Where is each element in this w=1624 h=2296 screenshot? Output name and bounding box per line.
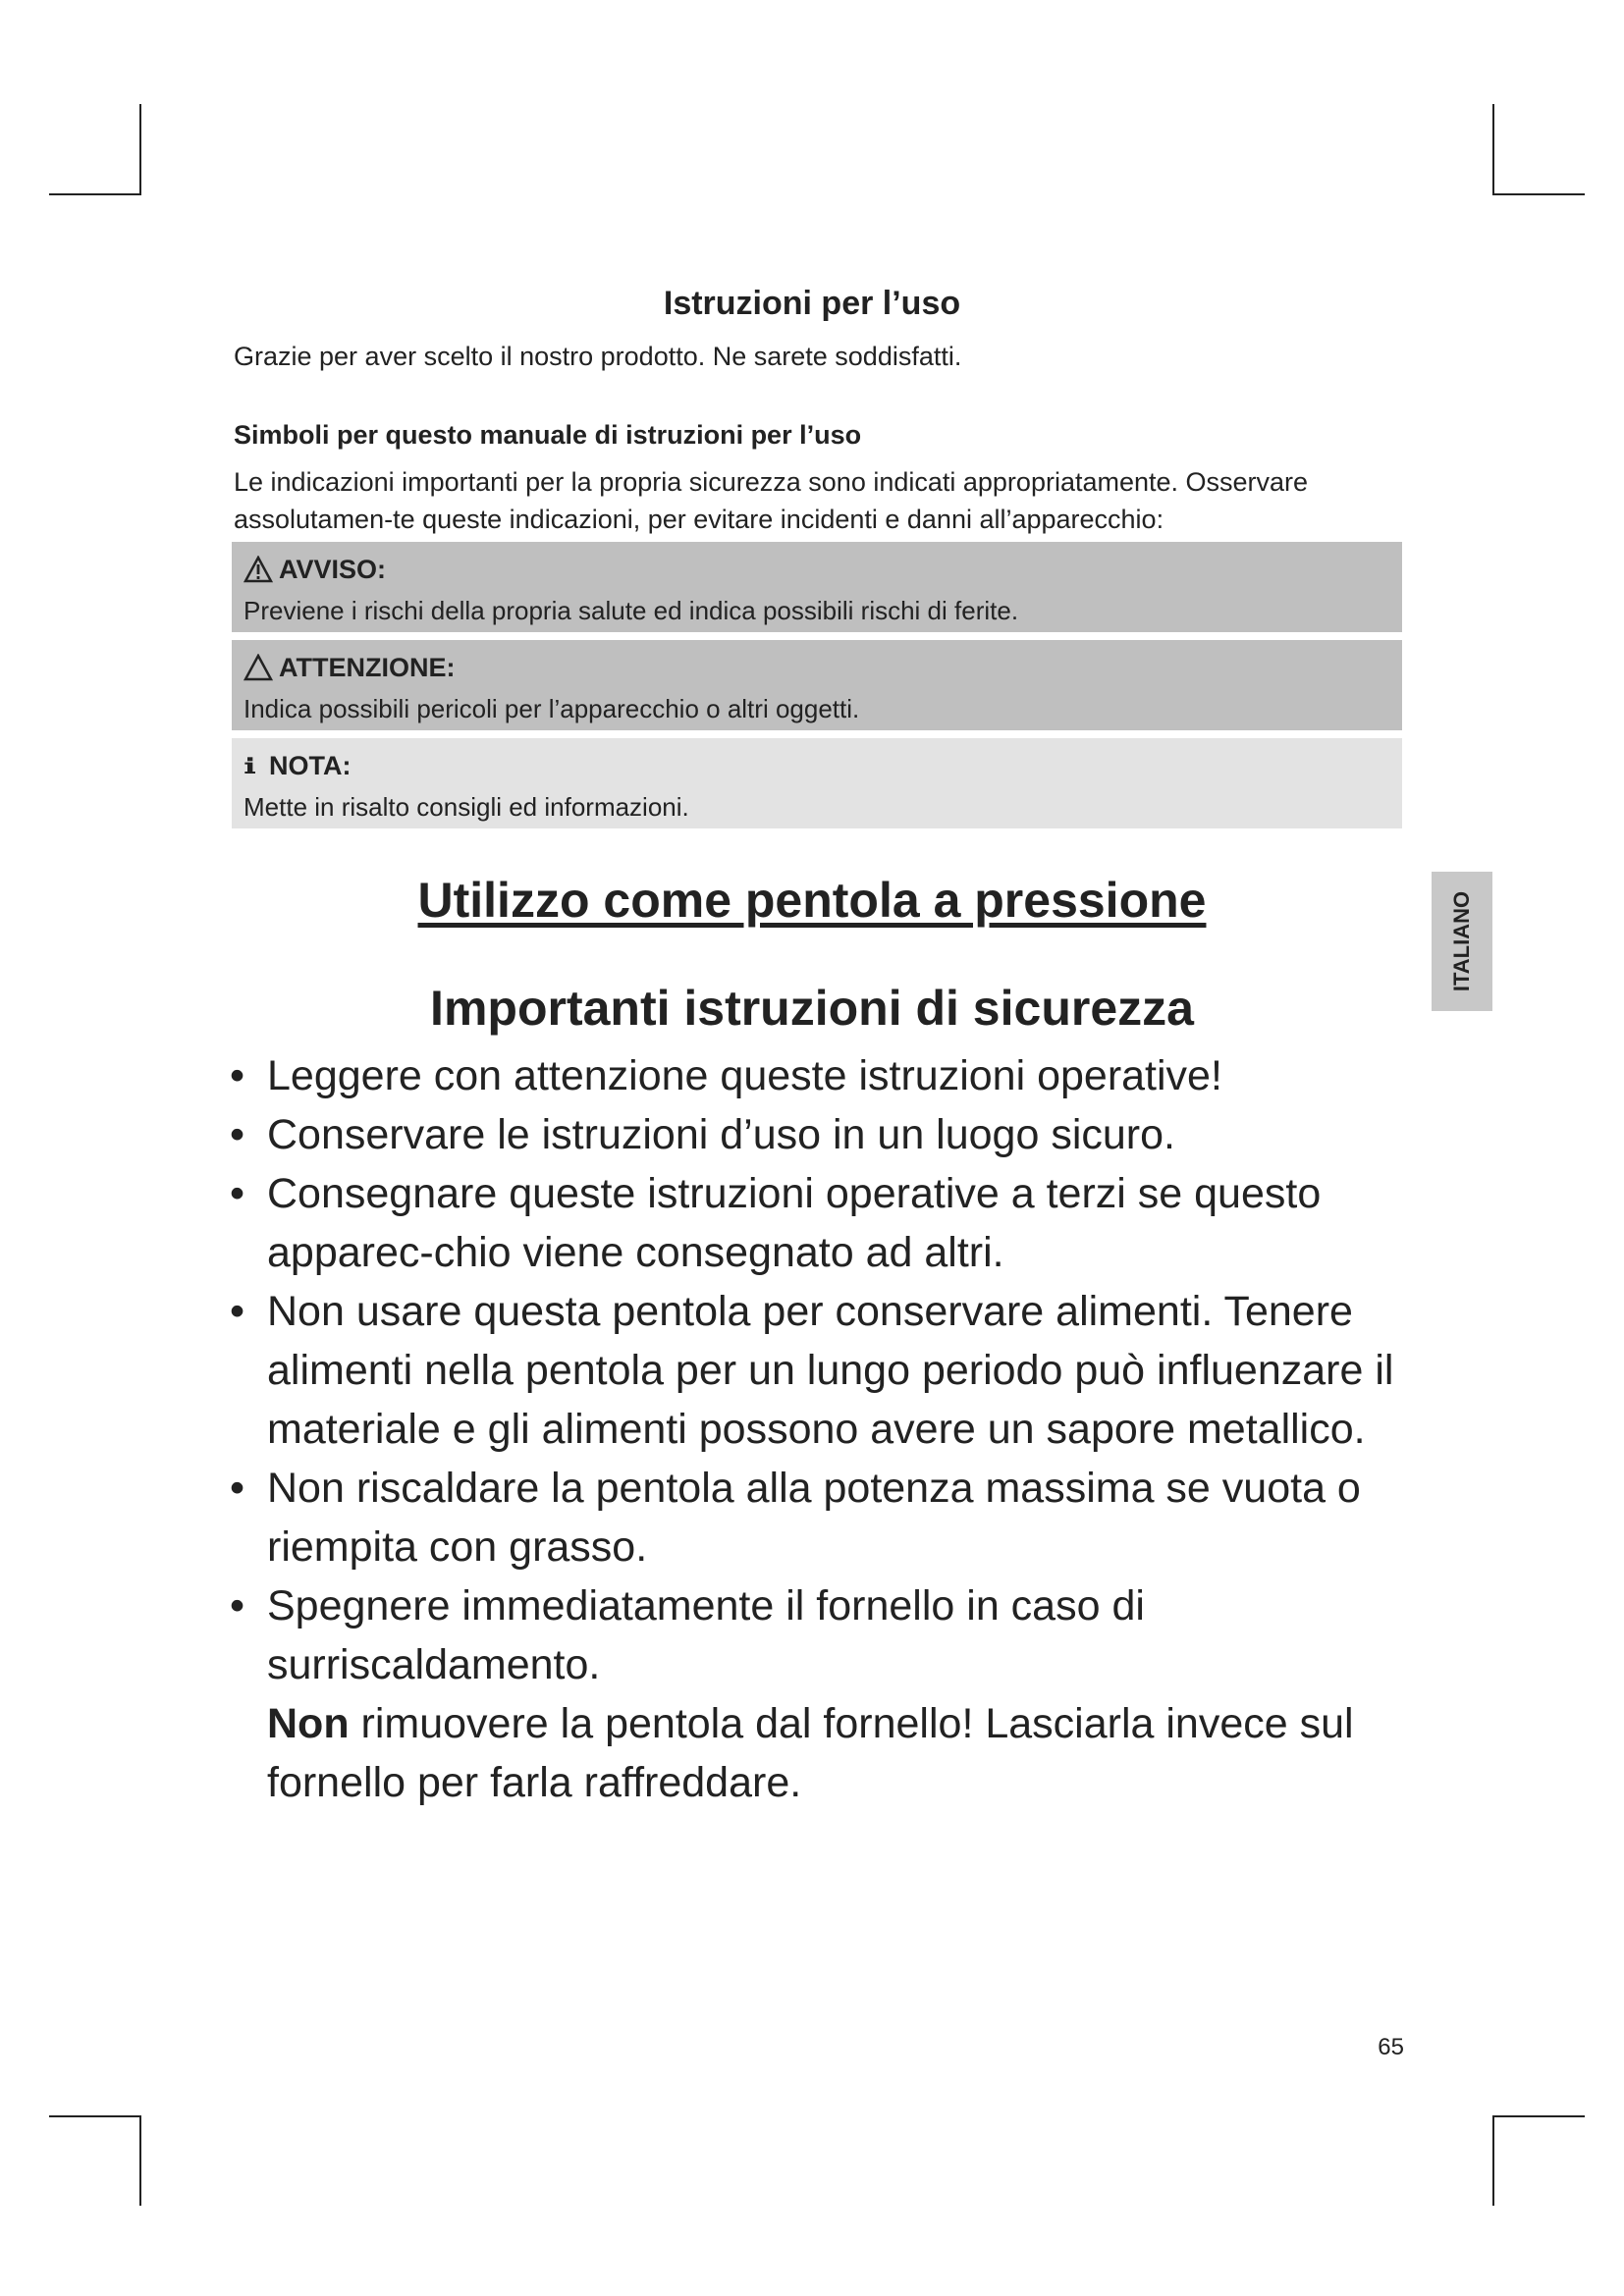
language-tab-label: ITALIANO xyxy=(1449,890,1474,992)
list-item-rest: rimuovere la pentola dal fornello! Lasciarla invece sul fornello per farla raffreddare. xyxy=(267,1700,1354,1806)
list-item xyxy=(228,1164,1416,1282)
intro-text: Grazie per aver scelto il nostro prodotto. Ne sarete soddisfatti. xyxy=(234,342,962,371)
crop-mark-top-right-h xyxy=(1492,193,1585,195)
list-item-text: Consegnare queste istruzioni operative a terzi se questo apparec-chio viene consegnato ad altri. xyxy=(267,1170,1322,1276)
caution-label: ATTENZIONE: xyxy=(279,652,456,682)
list-item-text: Non usare questa pentola per conservare alimenti. Tenere alimenti nella pentola per un lungo periodo può influenzare il materiale e gli alimenti possono avere un sapore metallico. xyxy=(267,1288,1394,1453)
note-label: NOTA: xyxy=(269,750,352,780)
crop-mark-bottom-right-h xyxy=(1492,2115,1585,2117)
info-icon xyxy=(244,752,263,779)
page-title: Istruzioni per l’uso xyxy=(663,285,961,322)
section-title xyxy=(0,872,1624,929)
warning-text: Previene i rischi della propria salute ed indica possibili rischi di ferite. xyxy=(244,596,1019,625)
warning-box xyxy=(232,542,1402,632)
list-item xyxy=(228,1459,1416,1576)
safety-instructions-list xyxy=(228,1046,1416,1812)
page-number: 65 xyxy=(1378,2034,1404,2060)
section-title-text: Utilizzo come pentola a pressione xyxy=(417,873,1207,928)
caution-box xyxy=(232,640,1402,730)
section-subtitle: Importanti istruzioni di sicurezza xyxy=(430,981,1194,1036)
list-item-bold-lead: Non xyxy=(267,1700,350,1747)
list-item xyxy=(228,1576,1416,1812)
language-tab xyxy=(1432,872,1492,1011)
crop-mark-bottom-right-v xyxy=(1492,2115,1494,2206)
symbols-heading: Simboli per questo manuale di istruzioni per l’uso xyxy=(234,420,862,450)
caution-text: Indica possibili pericoli per l’apparecchio o altri oggetti. xyxy=(244,694,860,723)
list-item-text: Leggere con attenzione queste istruzioni operative! xyxy=(267,1052,1222,1099)
warning-icon xyxy=(244,556,273,583)
note-text: Mette in risalto consigli ed informazioni. xyxy=(244,792,689,822)
crop-mark-bottom-left-v xyxy=(139,2115,141,2206)
crop-mark-top-left-h xyxy=(49,193,141,195)
list-item xyxy=(228,1105,1416,1164)
symbols-description: Le indicazioni importanti per la propria sicurezza sono indicati appropriatamente. Osservare assolutamen-te queste indicazioni, per evitare incidenti e danni all’apparecchio: xyxy=(234,467,1309,534)
warning-label: AVVISO: xyxy=(279,554,387,584)
list-item-text: Conservare le istruzioni d’uso in un luogo sicuro. xyxy=(267,1111,1175,1158)
caution-icon xyxy=(244,654,273,681)
note-box xyxy=(232,738,1402,828)
crop-mark-bottom-left-h xyxy=(49,2115,141,2117)
list-item-text: Non riscaldare la pentola alla potenza massima se vuota o riempita con grasso. xyxy=(267,1465,1361,1571)
list-item xyxy=(228,1282,1416,1459)
list-item-text: Spegnere immediatamente il fornello in caso di surriscaldamento. xyxy=(267,1582,1145,1688)
crop-mark-top-left-v xyxy=(139,104,141,194)
list-item xyxy=(228,1046,1416,1105)
crop-mark-top-right-v xyxy=(1492,104,1494,194)
